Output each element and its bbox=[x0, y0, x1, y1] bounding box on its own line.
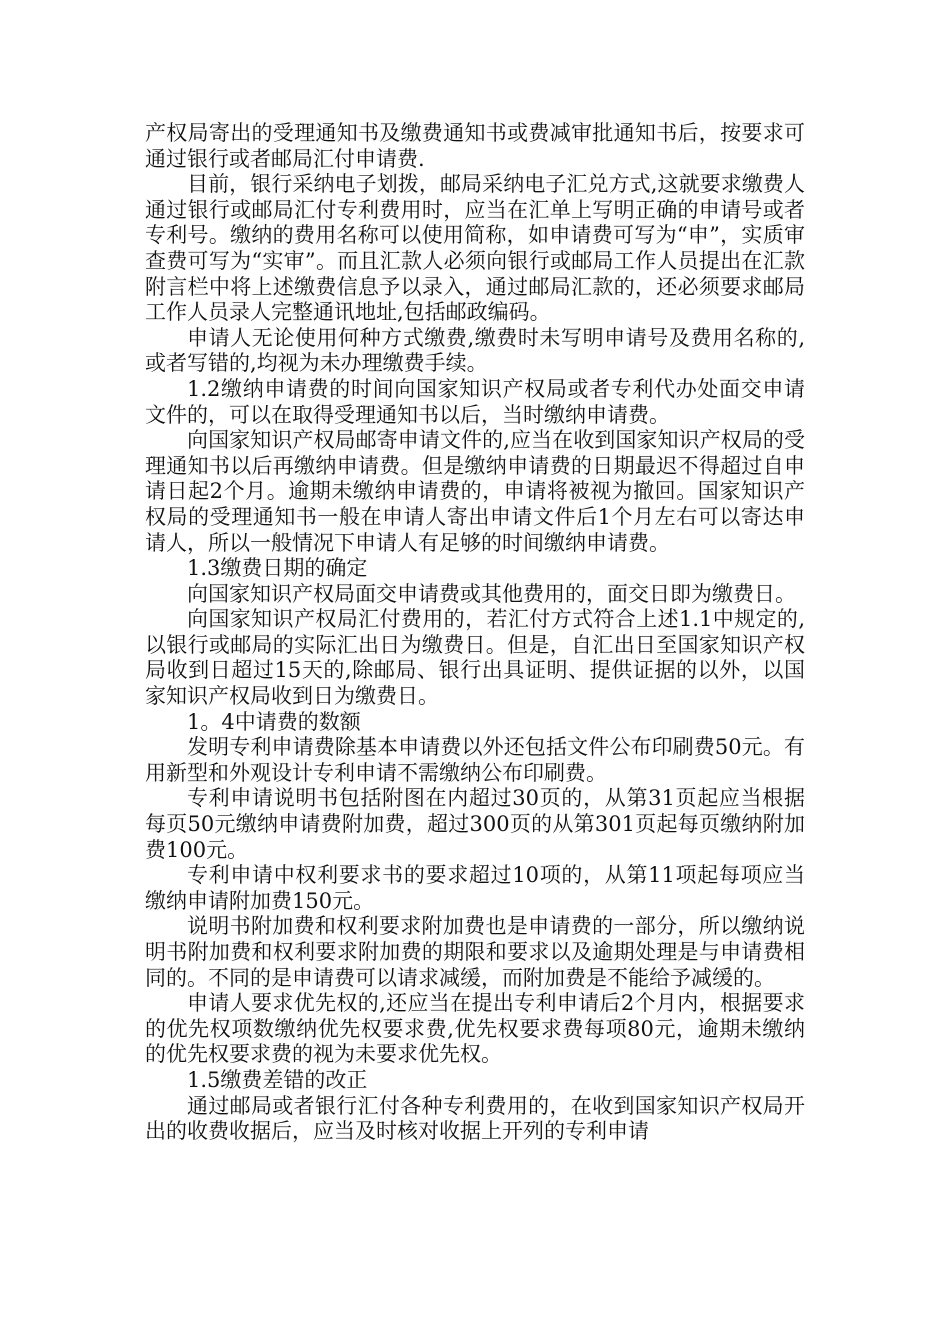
paragraph: 1.2缴纳申请费的时间向国家知识产权局或者专利代办处面交申请文件的，可以在取得受理通知书以后，当时缴纳申请费。 bbox=[145, 376, 805, 427]
paragraph: 向国家知识产权局面交申请费或其他费用的，面交日即为缴费日。 bbox=[187, 581, 796, 606]
paragraph: 向国家知识产权局汇付费用的，若汇付方式符合上述1.1中规定的,以银行或邮局的实际汇出日为缴费日。但是，自汇出日至国家知识产权局收到日超过15天的,除邮局、银行出具证明、提供证据的以外，以国家知识产权局收到日为缴费日。 bbox=[145, 607, 805, 709]
paragraph: 申请人要求优先权的,还应当在提出专利申请后2个月内，根据要求的优先权项数缴纳优先权要求费,优先权要求费每项80元，逾期未缴纳的优先权要求费的视为未要求优先权。 bbox=[145, 991, 805, 1067]
document-body bbox=[145, 121, 805, 1145]
paragraph: 说明书附加费和权利要求附加费也是申请费的一部分，所以缴纳说明书附加费和权利要求附加费的期限和要求以及逾期处理是与申请费相同的。不同的是申请费可以请求减缓，而附加费是不能给予减缓的。 bbox=[145, 914, 805, 990]
paragraph: 发明专利申请费除基本申请费以外还包括文件公布印刷费50元。有用新型和外观设计专利申请不需缴纳公布印刷费。 bbox=[145, 735, 805, 785]
paragraph: 目前，银行采纳电子划拨，邮局采纳电子汇兑方式,这就要求缴费人通过银行或邮局汇付专利费用时，应当在汇单上写明正确的申请号或者专利号。缴纳的费用名称可以使用简称，如申请费可写为“申”，实质审查费可写为“实审”。而且汇款人必须向银行或邮局工作人员提出在汇款附言栏中将上述缴费信息予以录入，通过邮局汇款的，还必须要求邮局工作人员录人完整通讯地址,包括邮政编码。 bbox=[145, 172, 805, 325]
paragraph: 通过邮局或者银行汇付各种专利费用的，在收到国家知识产权局开出的收费收据后，应当及时核对收据上开列的专利申请 bbox=[145, 1093, 805, 1144]
paragraph: 向国家知识产权局邮寄申请文件的,应当在收到国家知识产权局的受理通知书以后再缴纳申请费。但是缴纳申请费的日期最迟不得超过自申请日起2个月。逾期未缴纳申请费的，申请将被视为撤回。国家知识产权局的受理通知书一般在申请人寄出申请文件后1个月左右可以寄达申请人，所以一般情况下申请人有足够的时间缴纳申请费。 bbox=[145, 428, 805, 555]
section-heading: 1。4中请费的数额 bbox=[187, 709, 361, 734]
section-heading: 1.3缴费日期的确定 bbox=[187, 556, 368, 581]
paragraph: 专利申请中权利要求书的要求超过10项的，从第11项起每项应当缴纳申请附加费150元。 bbox=[145, 863, 805, 913]
paragraph: 产权局寄出的受理通知书及缴费通知书或费减审批通知书后，按要求可通过银行或者邮局汇付申请费. bbox=[145, 121, 805, 171]
paragraph: 申请人无论使用何种方式缴费,缴费时未写明申请号及费用名称的,或者写错的,均视为未办理缴费手续。 bbox=[145, 325, 805, 376]
section-heading: 1.5缴费差错的改正 bbox=[187, 1067, 368, 1092]
paragraph: 专利申请说明书包括附图在内超过30页的，从第31页起应当根据每页50元缴纳申请费附加费，超过300页的从第301页起每页缴纳附加费100元。 bbox=[145, 786, 805, 862]
